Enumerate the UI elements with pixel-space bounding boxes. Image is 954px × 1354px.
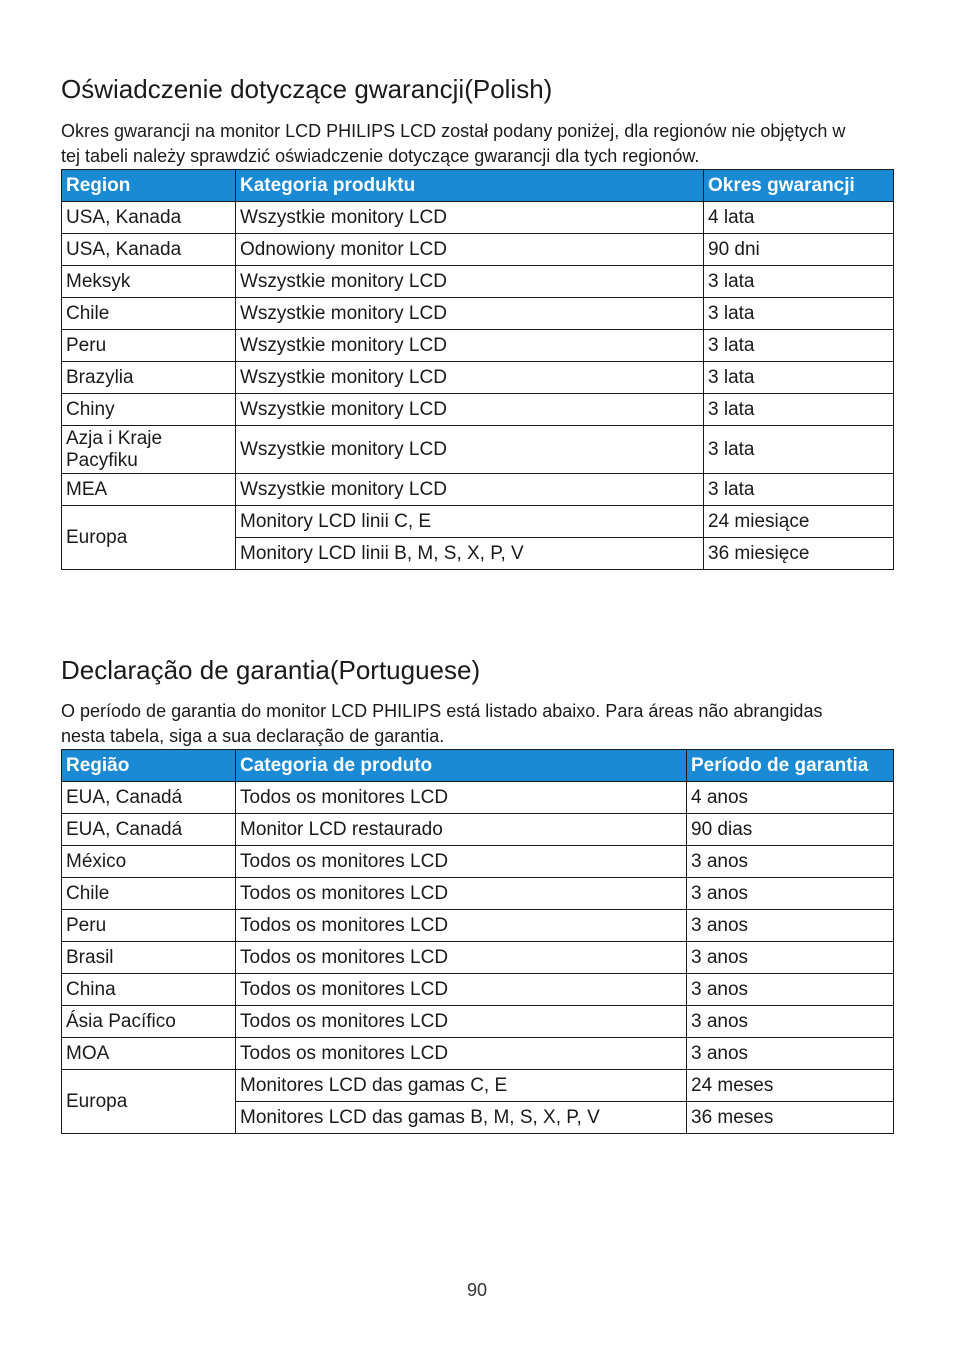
table-row xyxy=(62,846,894,878)
cell-period: 36 meses xyxy=(687,1102,894,1134)
portuguese-warranty-table xyxy=(61,749,894,1134)
cell-period: 3 anos xyxy=(687,910,894,942)
table-row xyxy=(62,1038,894,1070)
cell-category: Odnowiony monitor LCD xyxy=(236,234,704,266)
portuguese-title: Declaração de garantia(Portuguese) xyxy=(61,655,481,685)
cell-period: 3 anos xyxy=(687,846,894,878)
table-row xyxy=(62,394,894,426)
cell-category: Wszystkie monitory LCD xyxy=(236,394,704,426)
polish-intro: Okres gwarancji na monitor LCD PHILIPS LCD został podany poniżej, dla regionów nie objętych w tej tabeli należy sprawdzić oświadczenie dotyczące gwarancji dla tych regionów. xyxy=(61,121,846,166)
cell-region: Chile xyxy=(62,878,236,910)
table-row xyxy=(62,1006,894,1038)
cell-category: Todos os monitores LCD xyxy=(236,782,687,814)
cell-region: EUA, Canadá xyxy=(62,814,236,846)
polish-warranty-table xyxy=(61,169,894,570)
cell-period: 90 dni xyxy=(704,234,894,266)
cell-region: Ásia Pacífico xyxy=(62,1006,236,1038)
cell-region: Brazylia xyxy=(62,362,236,394)
cell-region: MOA xyxy=(62,1038,236,1070)
cell-category: Todos os monitores LCD xyxy=(236,974,687,1006)
cell-region: Chiny xyxy=(62,394,236,426)
cell-region: USA, Kanada xyxy=(62,202,236,234)
cell-region: Meksyk xyxy=(62,266,236,298)
header-region: Região xyxy=(62,750,236,782)
cell-period: 4 anos xyxy=(687,782,894,814)
table-row xyxy=(62,234,894,266)
cell-region: Peru xyxy=(62,910,236,942)
table-row xyxy=(62,942,894,974)
polish-section xyxy=(61,72,893,570)
cell-category: Todos os monitores LCD xyxy=(236,846,687,878)
cell-period: 3 lata xyxy=(704,266,894,298)
cell-region: EUA, Canadá xyxy=(62,782,236,814)
cell-category: Todos os monitores LCD xyxy=(236,1038,687,1070)
cell-period: 3 anos xyxy=(687,974,894,1006)
cell-period: 3 lata xyxy=(704,362,894,394)
table-row xyxy=(62,782,894,814)
cell-category: Wszystkie monitory LCD xyxy=(236,202,704,234)
cell-category: Todos os monitores LCD xyxy=(236,878,687,910)
table-row xyxy=(62,878,894,910)
cell-category: Monitores LCD das gamas C, E xyxy=(236,1070,687,1102)
table-row xyxy=(62,266,894,298)
cell-region: México xyxy=(62,846,236,878)
table-row xyxy=(62,474,894,506)
cell-category: Wszystkie monitory LCD xyxy=(236,474,704,506)
cell-period: 3 lata xyxy=(704,426,894,474)
cell-period: 3 anos xyxy=(687,942,894,974)
cell-period: 3 anos xyxy=(687,1006,894,1038)
cell-region: Chile xyxy=(62,298,236,330)
cell-category: Wszystkie monitory LCD xyxy=(236,426,704,474)
table-header-row xyxy=(62,750,894,782)
cell-category: Wszystkie monitory LCD xyxy=(236,330,704,362)
portuguese-section xyxy=(61,653,893,1134)
cell-region-europe: Europa xyxy=(62,1070,236,1134)
table-header-row xyxy=(62,170,894,202)
cell-period: 3 lata xyxy=(704,394,894,426)
cell-region-europe: Europa xyxy=(62,506,236,570)
table-row xyxy=(62,814,894,846)
cell-region: Peru xyxy=(62,330,236,362)
header-category: Kategoria produktu xyxy=(236,170,704,202)
portuguese-intro: O período de garantia do monitor LCD PHILIPS está listado abaixo. Para áreas não abrangidas nesta tabela, siga a sua declaração de garantia. xyxy=(61,701,823,746)
header-category: Categoria de produto xyxy=(236,750,687,782)
cell-category: Monitor LCD restaurado xyxy=(236,814,687,846)
cell-period: 4 lata xyxy=(704,202,894,234)
cell-region: USA, Kanada xyxy=(62,234,236,266)
cell-period: 3 anos xyxy=(687,1038,894,1070)
polish-title: Oświadczenie dotyczące gwarancji(Polish) xyxy=(61,74,553,104)
header-period: Período de garantia xyxy=(687,750,894,782)
table-row xyxy=(62,974,894,1006)
table-row xyxy=(62,910,894,942)
cell-period: 24 meses xyxy=(687,1070,894,1102)
cell-period: 3 anos xyxy=(687,878,894,910)
table-row xyxy=(62,202,894,234)
cell-category: Monitory LCD linii C, E xyxy=(236,506,704,538)
table-row xyxy=(62,362,894,394)
header-period: Okres gwarancji xyxy=(704,170,894,202)
cell-region: China xyxy=(62,974,236,1006)
cell-period: 3 lata xyxy=(704,330,894,362)
cell-category: Monitory LCD linii B, M, S, X, P, V xyxy=(236,538,704,570)
table-row xyxy=(62,506,894,538)
page-number: 90 xyxy=(466,1280,488,1300)
cell-period: 36 miesięce xyxy=(704,538,894,570)
cell-category: Todos os monitores LCD xyxy=(236,910,687,942)
cell-period: 3 lata xyxy=(704,298,894,330)
table-row xyxy=(62,1070,894,1102)
cell-category: Todos os monitores LCD xyxy=(236,1006,687,1038)
cell-period: 24 miesiące xyxy=(704,506,894,538)
cell-category: Todos os monitores LCD xyxy=(236,942,687,974)
cell-period: 3 lata xyxy=(704,474,894,506)
cell-category: Wszystkie monitory LCD xyxy=(236,362,704,394)
cell-category: Monitores LCD das gamas B, M, S, X, P, V xyxy=(236,1102,687,1134)
header-region: Region xyxy=(62,170,236,202)
table-row xyxy=(62,426,894,474)
cell-period: 90 dias xyxy=(687,814,894,846)
table-row xyxy=(62,298,894,330)
table-row xyxy=(62,330,894,362)
cell-category: Wszystkie monitory LCD xyxy=(236,266,704,298)
cell-region: Brasil xyxy=(62,942,236,974)
cell-region: Azja i Kraje Pacyfiku xyxy=(62,426,236,474)
cell-region: MEA xyxy=(62,474,236,506)
cell-category: Wszystkie monitory LCD xyxy=(236,298,704,330)
